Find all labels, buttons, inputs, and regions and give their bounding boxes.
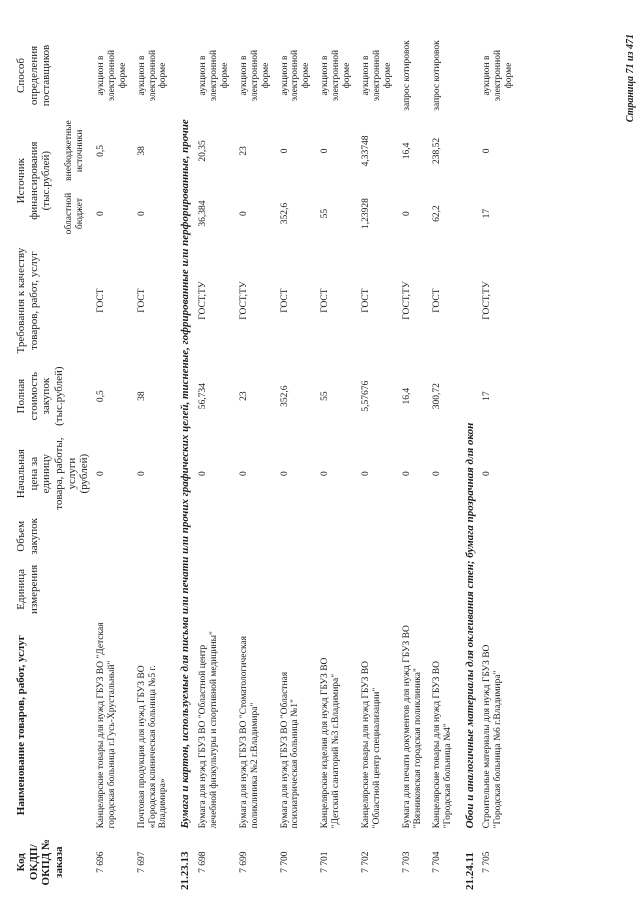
order-number: 7 697: [136, 851, 147, 873]
order-number: 7 704: [431, 851, 442, 873]
order-number: 7 700: [279, 851, 290, 873]
quality-requirements: ГОСТ,ТУ: [238, 281, 249, 320]
volume-cell: [133, 513, 174, 560]
procurement-method: запрос котировок: [431, 40, 442, 111]
unit-price: 0: [482, 471, 493, 477]
procurement-method: аукцион в электронной форме: [279, 49, 312, 102]
unit-price: 0: [431, 471, 442, 477]
table-row: [478, 33, 519, 893]
funding-regional: 1,23928: [361, 198, 372, 229]
order-number: 7 698: [198, 851, 209, 873]
table-row: [316, 33, 357, 893]
item-name: Канцелярские товары для нужд ГБУЗ ВО "Областной центр специализации": [361, 661, 382, 829]
funding-extra: 38: [136, 146, 147, 156]
header-name: Наименование товаров, работ, услуг: [15, 635, 27, 816]
item-name: Канцелярские товары для нужд ГБУЗ ВО "Детская городская больница г.Гусь-Хрустальный": [95, 622, 117, 829]
unit-cell: [478, 560, 519, 619]
unit-price: 0: [320, 471, 331, 477]
funding-extra: 238,52: [431, 137, 442, 164]
header-volume: Объем закупок: [15, 517, 40, 555]
quality-requirements: ГОСТ: [320, 288, 331, 313]
procurement-method: аукцион в электронной форме: [238, 49, 271, 102]
funding-regional: 0: [95, 211, 106, 216]
item-name: Бумага для нужд ГБУЗ ВО "Стоматологическая поликлиника №2 г.Владимира": [238, 635, 260, 829]
funding-regional: 17: [482, 208, 493, 219]
header-unit: Единица измерения: [15, 564, 40, 614]
funding-regional: 36,384: [198, 200, 209, 227]
quality-requirements: ГОСТ: [95, 288, 106, 313]
funding-regional: 0: [136, 211, 147, 216]
unit-cell: [133, 560, 174, 619]
volume-cell: [276, 513, 317, 560]
funding-regional: 62,2: [431, 205, 442, 222]
group-row: [173, 33, 194, 893]
table-row: [194, 33, 235, 893]
full-cost: 352,6: [279, 385, 290, 407]
quality-requirements: ГОСТ: [431, 288, 442, 313]
unit-price: 0: [198, 471, 209, 477]
item-name: Бумага для печати документов для нужд ГБУЗ ВО "Вязниковская городская поликлиника": [401, 625, 423, 829]
full-cost: 5,57676: [361, 380, 372, 412]
table-row: [428, 33, 458, 893]
volume-cell: [194, 513, 235, 560]
procurement-method: аукцион в электронной форме: [198, 49, 230, 102]
funding-regional: 55: [320, 208, 331, 219]
page-footer: Страница 71 из 471: [625, 34, 636, 123]
order-number: 7 699: [238, 851, 249, 873]
funding-extra: 20,35: [198, 140, 209, 162]
full-cost: 23: [238, 391, 249, 401]
quality-requirements: ГОСТ: [136, 288, 147, 313]
header-funding-regional: областной бюджет: [63, 192, 85, 235]
quality-requirements: ГОСТ,ТУ: [198, 281, 209, 320]
full-cost: 0,5: [95, 390, 106, 403]
table-body: [92, 33, 519, 893]
procurement-method: аукцион в электронной форме: [320, 49, 353, 102]
funding-extra: 4,33748: [361, 135, 372, 167]
header-funding-extra: внебюджетные источники: [63, 120, 85, 181]
volume-cell: [428, 513, 458, 560]
full-cost: 16,4: [401, 387, 412, 405]
item-name: Строительные материалы для нужд ГБУЗ ВО "Городская больница №6 г.Владимира": [482, 644, 504, 829]
full-cost: 300,72: [431, 383, 442, 410]
order-number: 7 703: [401, 851, 412, 873]
funding-regional: 0: [238, 211, 249, 216]
order-number: 7 705: [482, 851, 493, 873]
table-header-row: [14, 33, 63, 893]
quality-requirements: ГОСТ: [361, 288, 372, 313]
full-cost: 56,734: [198, 383, 209, 410]
procurement-method: аукцион в электронной форме: [136, 49, 169, 102]
volume-cell: [398, 513, 428, 560]
full-cost: 38: [136, 391, 147, 401]
volume-cell: [357, 513, 398, 560]
funding-extra: 0,5: [95, 144, 106, 157]
header-full-cost: Полная стоимость закупок (тыс.рублей): [15, 366, 65, 426]
funding-extra: 0: [320, 148, 331, 154]
item-name: Канцелярские изделия для нужд ГБУЗ ВО "Детский санаторий №3 г.Владимира": [320, 657, 342, 829]
unit-price: 0: [279, 471, 290, 477]
group-code: 21.23.13: [179, 851, 192, 890]
procurement-method: запрос котировок: [401, 40, 412, 111]
procurement-method: аукцион в электронной форме: [482, 49, 515, 102]
unit-price: 0: [238, 471, 249, 477]
group-title: Бумага и картон, используемые для письма или печати или прочих графических целей, тисненые, гофрированные или перфорированные, прочие: [179, 119, 192, 829]
header-requirements: Требования к качеству товаров, работ, услуг: [15, 247, 40, 354]
quality-requirements: ГОСТ,ТУ: [482, 281, 493, 320]
unit-cell: [276, 560, 317, 619]
volume-cell: [478, 513, 519, 560]
group-code: 21.24.11: [463, 852, 476, 890]
item-name: Бумага для нужд ГБУЗ ВО "Областной центр лечебной физкультуры и спортивной медицины": [198, 631, 219, 829]
volume-cell: [92, 513, 133, 560]
table-row: [235, 33, 276, 893]
procurement-method: аукцион в электронной форме: [95, 49, 128, 102]
procurement-table: [14, 33, 519, 893]
funding-regional: 0: [401, 211, 412, 216]
table-row: [276, 33, 317, 893]
header-method: Способ определения поставщиков: [15, 44, 53, 107]
funding-regional: 352,6: [279, 202, 290, 225]
header-funding: Источник финансирования (тыс.рублей): [15, 141, 53, 220]
order-number: 7 702: [361, 851, 372, 873]
header-price: Начальная цена за единицу товара, работы, услуги (рублей): [15, 437, 91, 510]
item-name: Бумага для нужд ГБУЗ ВО "Областная психиатрическая больница №1": [279, 671, 301, 829]
item-name: Канцелярские товары для нужд ГБУЗ ВО "Городская больница №4": [431, 661, 453, 829]
group-row: [458, 33, 479, 893]
unit-price: 0: [361, 471, 372, 477]
order-number: 7 696: [95, 851, 106, 873]
unit-cell: [194, 560, 235, 619]
unit-cell: [357, 560, 398, 619]
unit-cell: [398, 560, 428, 619]
header-code: Код ОКДП/ ОКПД № заказа: [15, 838, 65, 886]
table-row: [357, 33, 398, 893]
quality-requirements: ГОСТ,ТУ: [401, 281, 412, 320]
volume-cell: [316, 513, 357, 560]
funding-extra: 0: [482, 148, 493, 154]
item-name: Почтовая продукция для нужд ГБУЗ ВО «Городская клиническая больница №5 г. Владимира»: [136, 665, 169, 829]
procurement-method: аукцион в электронной форме: [361, 49, 393, 102]
full-cost: 55: [320, 391, 331, 401]
unit-cell: [92, 560, 133, 619]
unit-price: 0: [401, 471, 412, 477]
unit-cell: [316, 560, 357, 619]
unit-price: 0: [95, 471, 106, 477]
full-cost: 17: [482, 391, 493, 401]
unit-price: 0: [136, 471, 147, 477]
funding-extra: 16,4: [401, 142, 412, 160]
table-row: [92, 33, 133, 893]
volume-cell: [235, 513, 276, 560]
table-row: [133, 33, 174, 893]
group-title: Обои и аналогичные материалы для оклеивания стен; бумага прозрачная для окон: [463, 422, 476, 829]
order-number: 7 701: [320, 851, 331, 873]
unit-cell: [235, 560, 276, 619]
table-row: [398, 33, 428, 893]
unit-cell: [428, 560, 458, 619]
funding-extra: 0: [279, 148, 290, 154]
funding-extra: 23: [238, 146, 249, 156]
quality-requirements: ГОСТ: [279, 288, 290, 313]
